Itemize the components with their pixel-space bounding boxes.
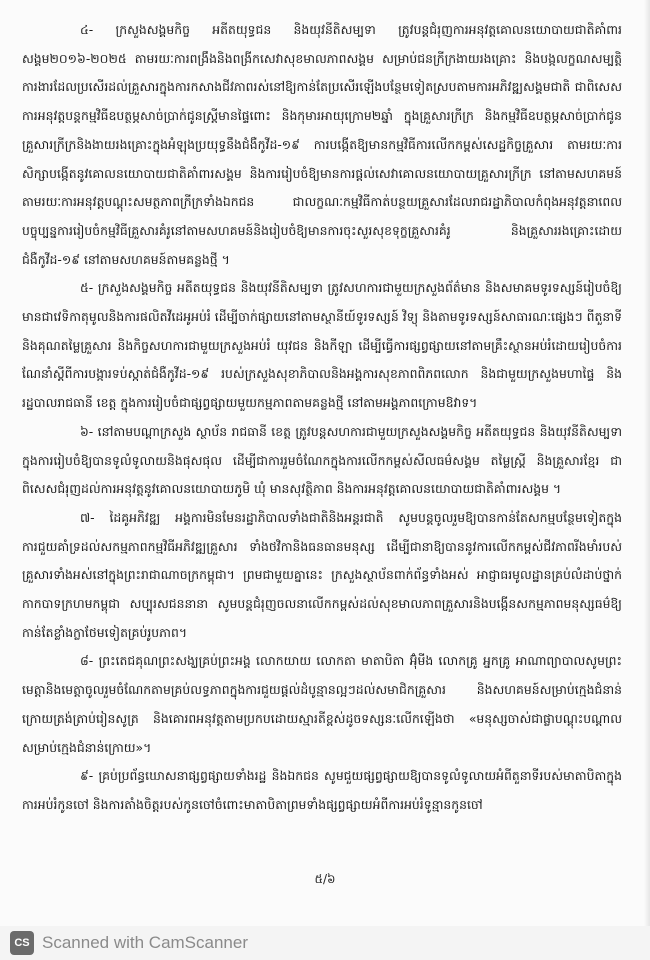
- paragraph-number: ៩-: [80, 768, 94, 784]
- paragraph-text: ដៃគូអភិវឌ្ឍ អង្គការមិនមែនរដ្ឋាភិបាលទាំងជាតិនិងអន្តរជាតិ សូមបន្តចូលរួមឱ្យបានកាន់តែសកម្មបន្ថែមទៀតក្នុងការជួយគាំទ្រដល់សកម្មភាពកម្មវិធីអភិវឌ្ឍគ្រួសារ ទាំងថវិកានិងធនធានមនុស្ស ដើម្បីជានាឱ្យបាននូវការលើកកម្ពស់ជីវភាពរីងមាំរបស់គ្រួសារទាំងអស់នៅក្នុងព្រះរាជាណាចក្រកម្ពុជា។ ព្រមជាមួយគ្នានេះ ក្រសួងស្ថាប័នពាក់ព័ន្ធទាំងអស់ អាជ្ញាធរមូលដ្ឋានគ្រប់លំដាប់ថ្នាក់ កាកបាទក្រហមកម្ពុជា សប្បុរសជននានា សូមបន្តជំរុញចលនាលើកកម្ពស់ដល់សុខមាលភាពគ្រួសារនិងបង្កើនសកម្មភាពមនុស្សធម៌ឱ្យកាន់តែខ្លាំងក្លាថែមទៀតគ្រប់រូបភាព។: [22, 509, 622, 640]
- paragraph-number: ៦-: [80, 423, 94, 439]
- paragraph-number: ៨-: [80, 653, 94, 669]
- paragraph-5: [22, 274, 622, 418]
- paragraph-text: ព្រះតេជគុណព្រះសង្ឃគ្រប់ព្រះអង្គ លោកយាយ លោកតា មាតាបិតា អ៊ុំមីង លោកគ្រូ អ្នកគ្រូ អាណាព្យាបាលសូមព្រះមេត្តានិងមេត្តាចូលរួមចំណែកតាមគ្រប់លទ្ធភាពក្នុងការជួយផ្តល់ដំបូន្មានល្អៗដល់សមាជិកគ្រួសារ និងសហគមន៍សម្រាប់ក្មេងជំនាន់ក្រោយត្រង់ត្រាប់រៀនសូត្រ និងគោរពអនុវត្តតាមប្រកបដោយស្មារតីខ្ពស់ដូចទស្សនៈលើកឡើងថា «មនុស្សចាស់ជាផ្លាបណ្តុះបណ្តាលសម្រាប់ក្មេងជំនាន់ក្រោយ»។: [22, 653, 622, 755]
- paragraph-text: ក្រសួងសង្គមកិច្ច អតីតយុទ្ធជន និងយុវនីតិសម្បទា ត្រូវបន្តជំរុញការអនុវត្តគោលនយោបាយជាតិគាំពារសង្គម២០១៦-២០២៥ តាមរយៈការពង្រឹងនិងពង្រីកសេវាសុខមាលភាពសង្គម សម្រាប់ជនក្រីក្រងាយរងគ្រោះ និងបង្កលក្ខណសម្បត្តិការងារដែលប្រសើរដល់គ្រួសារក្នុងការកសាងជីវភាពរស់នៅឱ្យកាន់តែប្រសើរឡើងបន្ថែមទៀតស្របតាមការអភិវឌ្ឍសង្គមជាតិ ជាពិសេសការអនុវត្តបន្តកម្មវិធីឧបត្ថម្ភសាច់ប្រាក់ជូនស្ត្រីមានផ្ទៃពោះ និងកុមារអាយុក្រោម២ឆ្នាំ ក្នុងគ្រួសារក្រីក្រ និងកម្មវិធីឧបត្ថម្ភសាច់ប្រាក់ជូនគ្រួសារក្រីក្រនិងងាយរងគ្រោះក្នុងអំឡុងប្រយុទ្ធនឹងជំងឺកូវីដ-១៩ ការបង្កើតឱ្យមានកម្មវិធីការលើកកម្ពស់សេដ្ឋកិច្ចគ្រួសារ តាមរយៈការសិក្សាបង្កើតនូវគោលនយោបាយជាតិគាំពារសង្គម និងការរៀបចំឱ្យមានការផ្តល់សេវាគោលនយោបាយគ្រួសារក្រីក្រ នៅតាមសហគមន៍តាមរយៈការអនុវត្តបណ្តុះសមត្ថភាពក្រីក្រទាំងឯកជន ជាលក្ខណៈកម្មវិធីកាត់បន្ថយគ្រួសារដែលរាជរដ្ឋាភិបាលកំពុងអនុវត្តនាពេលបច្ចុប្បន្នការរៀបចំកម្មវិធីគ្រួសារគំរូនៅតាមសហគមន៍និងរៀបចំឱ្យមានការចុះសួរសុខទុក្ខគ្រួសារគំរូ និងគ្រួសាររងគ្រោះដោយជំងឺកូវីដ-១៩ នៅតាមសហគមន៍តាមគន្លងថ្មី ។: [22, 22, 622, 267]
- paragraph-text: នៅតាមបណ្តាក្រសួង ស្ថាប័ន រាជធានី ខេត្ត ត្រូវបន្តសហការជាមួយក្រសួងសង្គមកិច្ច អតីតយុទ្ធជន និងយុវនីតិសម្បទា ក្នុងការរៀបចំឱ្យបានទូលំទូលាយនិងផុសផុល ដើម្បីជាការរួមចំណែកក្នុងការលើកកម្ពស់សីលធម៌សង្គម តម្លៃស្ត្រី និងគ្រួសារខ្មែរ ជាពិសេសជំរុញដល់ការអនុវត្តនូវគោលនយោបាយភូមិ ឃុំ មានសុវត្ថិភាព និងការអនុវត្តគោលនយោបាយជាតិគាំពារសង្គម ។: [22, 423, 622, 497]
- document-body: [22, 16, 622, 820]
- camscanner-logo-icon: CS: [10, 931, 34, 955]
- paragraph-9: [22, 762, 622, 819]
- paragraph-number: ៧-: [80, 509, 95, 525]
- scanner-footer: [0, 926, 650, 960]
- paragraph-number: ៤-: [80, 22, 94, 37]
- paragraph-text: ក្រសួងសង្គមកិច្ច អតីតយុទ្ធជន និងយុវនីតិសម្បទា ត្រូវសហការជាមួយក្រសួងព័ត៌មាន និងសមាគមទូរទស្សន៍រៀបចំឱ្យមានជាវេទិកាតុមូលនិងការផលិតវីដេអូអប់រំ ដើម្បីចាក់ផ្សាយនៅតាមស្ថានីយ៍ទូរទស្សន៍ វិទ្យុ និងតាមទូរទស្សន៍សាធារណៈផ្សេងៗ ពីតួនាទីនិងគុណតម្លៃគ្រួសារ និងកិច្ចសហការជាមួយក្រសួងអប់រំ យុវជន និងកីឡា ដើម្បីធ្វើការផ្សព្វផ្សាយនៅតាមគ្រឹះស្ថានអប់រំដោយរៀបចំការណែនាំស្តីពីការបង្ការទប់ស្កាត់ជំងឺកូវីដ-១៩ របស់ក្រសួងសុខាភិបាលនិងអង្គការសុខភាពពិភពលោក និងជាមួយក្រសួងមហាផ្ទៃ និងរដ្ឋបាលរាជធានី ខេត្ត ក្នុងការរៀបចំជាផ្សព្វផ្សាយមួយកម្មភាពតាមគន្លងថ្មី នៅតាមអង្គភាពក្រោមឱវាទ។: [22, 280, 622, 411]
- paragraph-7: [22, 504, 622, 648]
- paragraph-4: [22, 16, 622, 274]
- paragraph-8: [22, 647, 622, 762]
- paragraph-6: [22, 418, 622, 504]
- page-number: ៥/៦: [314, 872, 336, 886]
- paragraph-text: គ្រប់ប្រព័ន្ធឃោសនាផ្សព្វផ្សាយទាំងរដ្ឋ និងឯកជន សូមជួយផ្សព្វផ្សាយឱ្យបានទូលំទូលាយអំពីតួនាទីរបស់មាតាបិតាក្នុងការអប់រំកូនចៅ និងការតាំងចិត្តរបស់កូនចៅចំពោះមាតាបិតាព្រមទាំងផ្សព្វផ្សាយអំពីការអប់រំទូន្មានកូនចៅ: [22, 768, 622, 812]
- scanner-watermark-text: Scanned with CamScanner: [42, 933, 249, 952]
- paragraph-number: ៥-: [80, 280, 94, 296]
